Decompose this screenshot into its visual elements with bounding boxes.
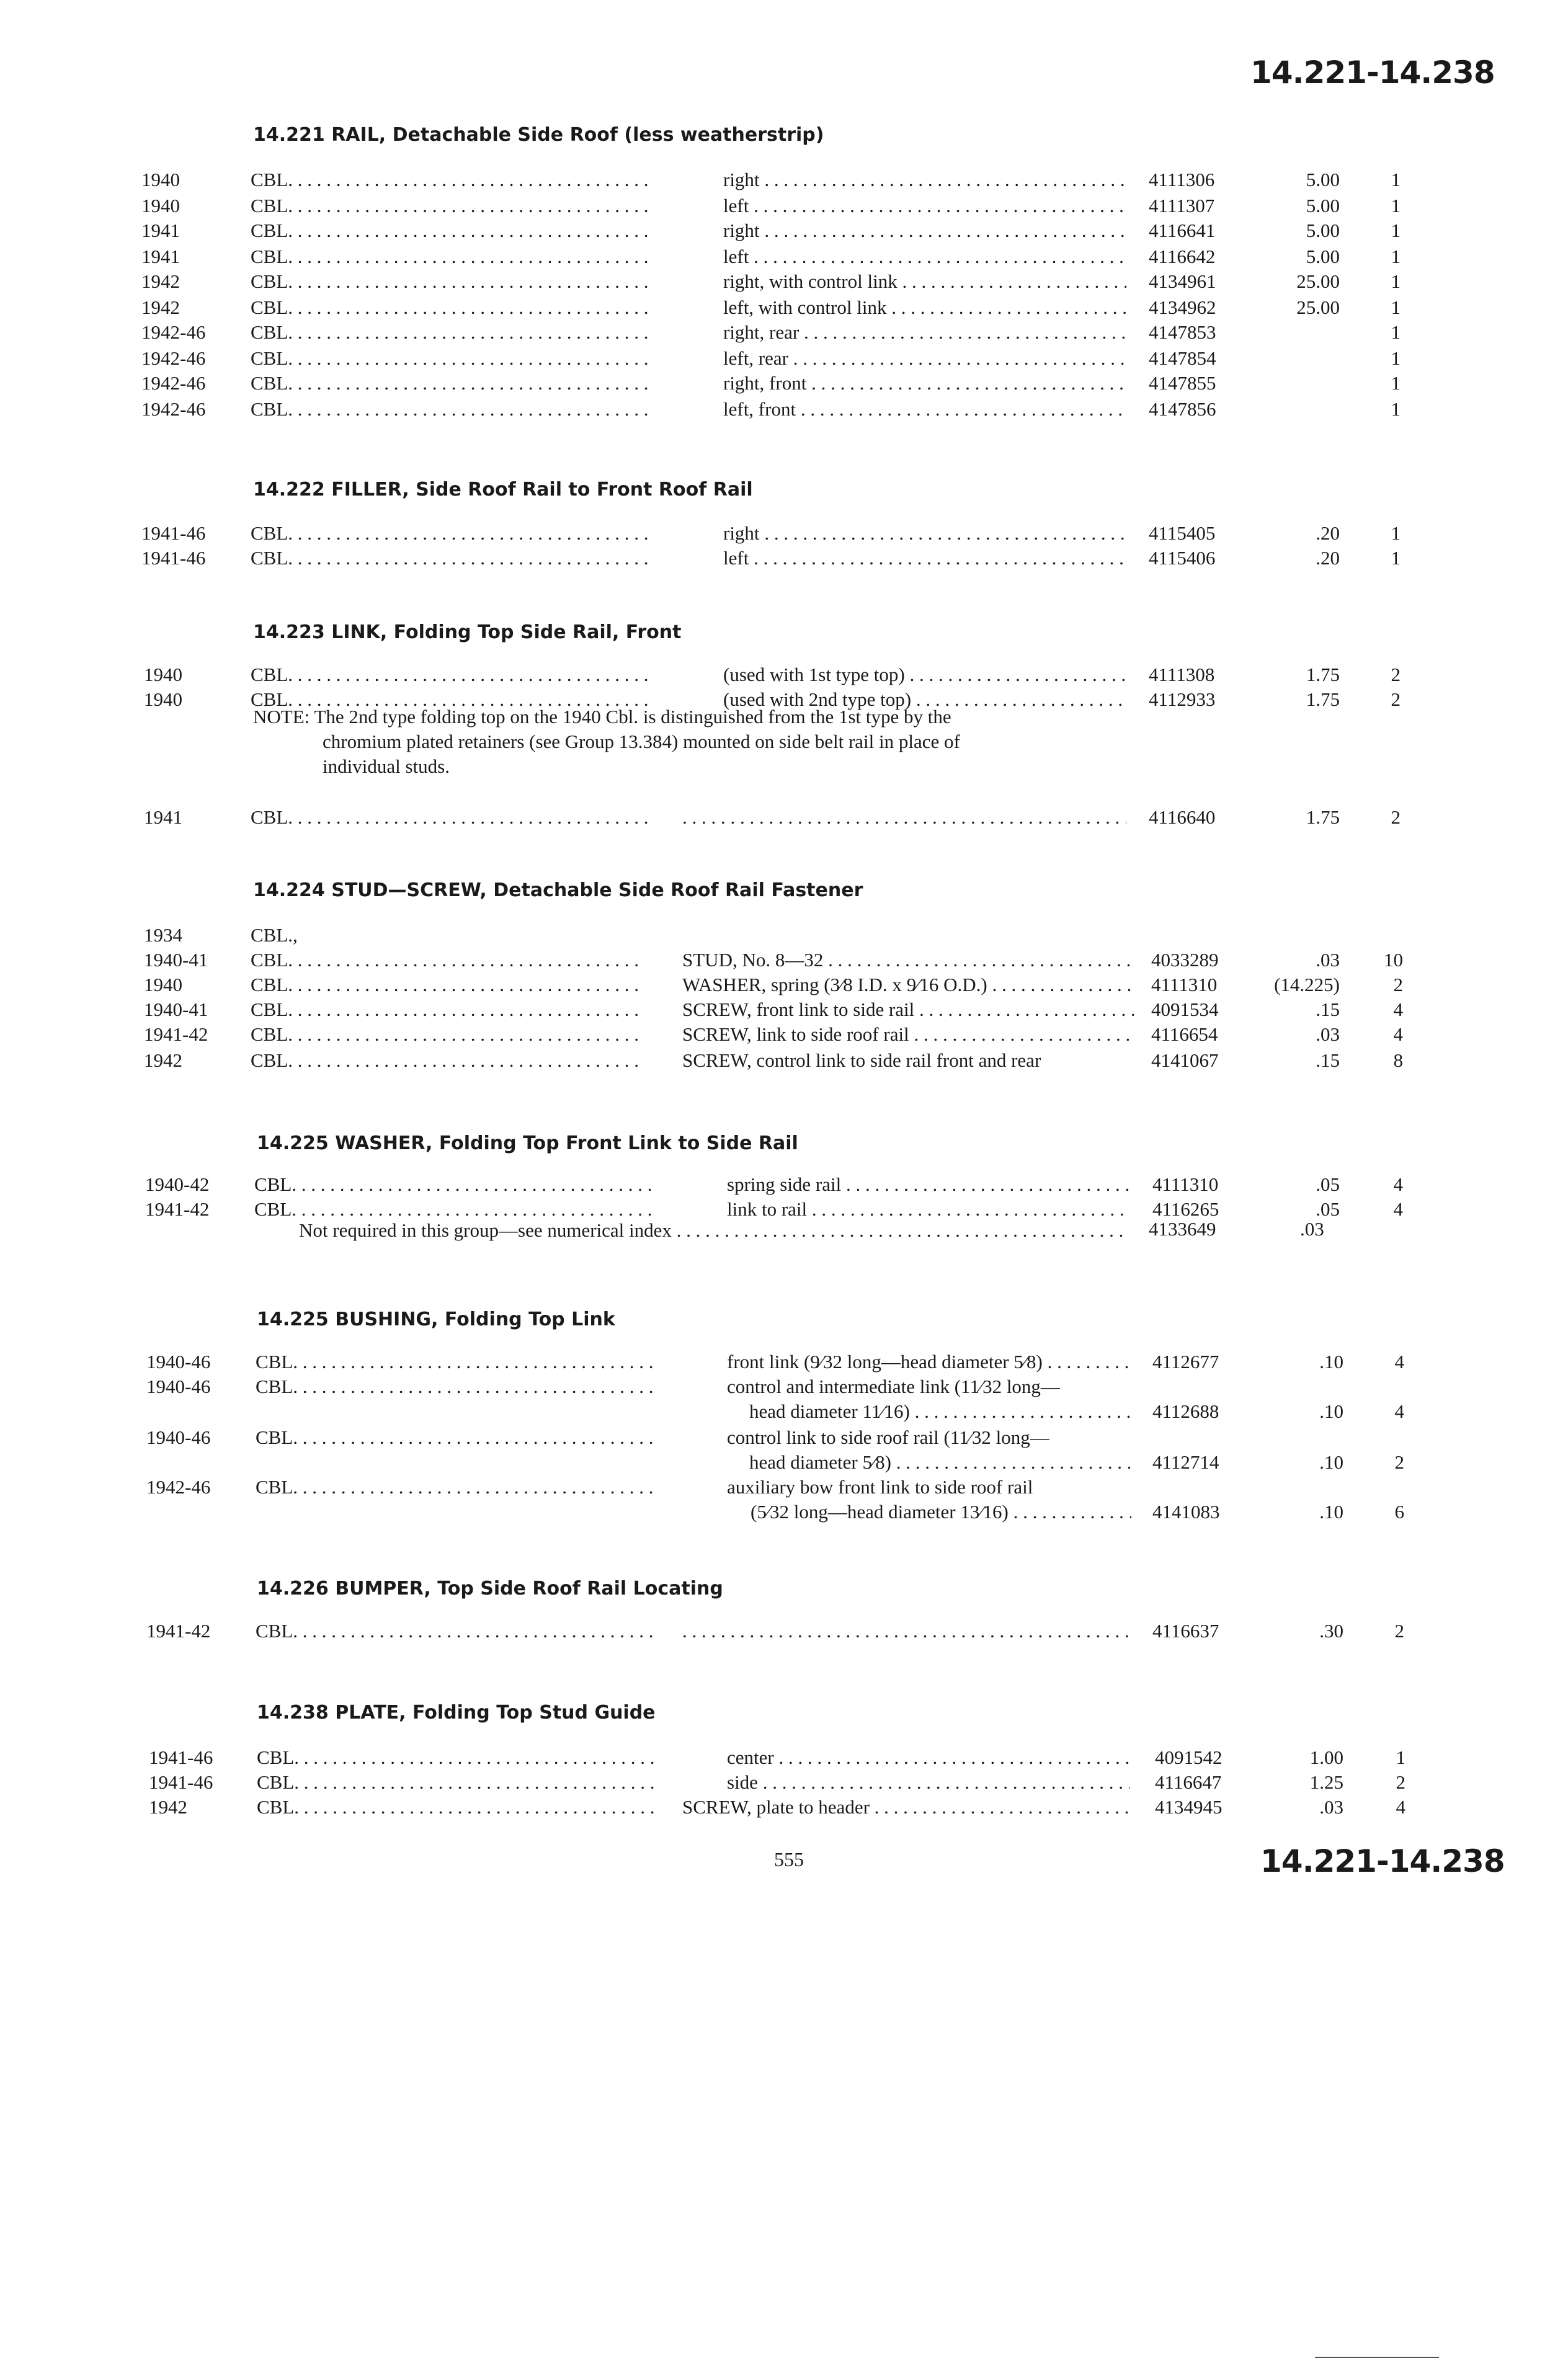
section-title-14-223: 14.223 LINK, Folding Top Side Rail, Front [253,621,682,643]
row-price: 25.00 [1296,270,1340,292]
row-year: 1942-46 [141,372,206,394]
row-description [723,346,1126,371]
row-year: 1942 [141,270,180,292]
row-quantity: 1 [1391,398,1401,420]
row-model [251,295,648,320]
row-model [251,546,648,571]
row-year: 1940-41 [144,949,208,971]
row-year: 1940-46 [146,1426,211,1448]
row-price: 5.00 [1306,220,1340,241]
row-description [682,1022,1134,1047]
row-quantity: 2 [1391,664,1401,685]
row-quantity: 1 [1391,522,1401,544]
row-model [251,805,648,830]
row-year: 1942 [141,296,180,318]
row-description-text: side [727,1771,758,1793]
row-description-text: front link (9⁄32 long—head diameter 5⁄8) [727,1351,1043,1373]
row-quantity: 1 [1391,547,1401,569]
row-quantity: 1 [1391,270,1401,292]
row-price: .10 [1319,1351,1343,1373]
row-description [727,1172,1130,1197]
row-quantity: 1 [1391,169,1401,190]
row-model [251,997,645,1022]
row-price: .05 [1316,1173,1340,1195]
row-price: 1.75 [1306,688,1340,710]
row-model [251,923,645,948]
row-description [723,194,1126,218]
row-description-text: right [723,522,760,544]
row-quantity: 4 [1393,1198,1403,1220]
row-description [682,972,1134,997]
row-description-text: left [723,246,749,267]
row-description [723,371,1126,396]
row-description-text: (used with 2nd type top) [723,688,912,710]
row-description-text: right, front [723,372,807,394]
row-description-continued-text: (5⁄32 long—head diameter 13⁄16) [751,1501,1009,1523]
row-model [256,1475,653,1500]
row-description: auxiliary bow front link to side roof rail [727,1476,1033,1498]
row-model-text: CBL. [251,688,293,710]
row-model-text: CBL., [251,924,298,946]
row-description-continued-text: head diameter 11⁄16) [749,1400,910,1422]
row-model-text: CBL. [251,806,293,828]
row-model-text: CBL. [251,347,293,369]
row-description-text: left, with control link [723,296,887,318]
row-part-number: 4112714 [1152,1451,1219,1473]
row-description [723,521,1126,546]
row-description-text: link to rail [727,1198,808,1220]
row-price: .20 [1316,547,1340,569]
row-description-text: left, rear [723,347,788,369]
row-description [723,397,1126,422]
row-part-number: 4111306 [1149,169,1215,190]
row-description-text: STUD, No. 8—32 [682,949,824,971]
row-description [682,1795,1130,1820]
row-part-number: 4111310 [1152,1173,1219,1195]
row-year: 1940 [144,664,182,685]
row-part-number: 4112677 [1152,1351,1219,1373]
row-part-number: 4134962 [1149,296,1216,318]
row-part-number: 4134945 [1155,1796,1223,1818]
row-part-number: 4134961 [1149,270,1216,292]
row-price: .05 [1316,1198,1340,1220]
row-model [257,1795,654,1820]
row-part-number: 4111308 [1149,664,1215,685]
row-price: 1.75 [1306,806,1340,828]
row-description-text: spring side rail [727,1173,842,1195]
row-quantity: 2 [1394,1620,1404,1642]
row-price: 1.00 [1309,1746,1343,1768]
row-description-continued-text: head diameter 5⁄8) [749,1451,891,1473]
row-model-text: CBL. [257,1771,300,1793]
row-quantity: 1 [1391,321,1401,343]
row-year: 1940 [141,169,180,190]
section-title-14-224: 14.224 STUD—SCREW, Detachable Side Roof Rail Fastener [253,879,863,901]
row-description [723,167,1126,192]
row-quantity: 8 [1393,1049,1403,1071]
row-quantity: 6 [1394,1501,1404,1523]
row-quantity: 2 [1394,1451,1404,1473]
row-part-number: 4111310 [1151,974,1218,995]
row-price: .03 [1316,1023,1340,1045]
row-part-number: 4091534 [1151,999,1219,1020]
row-model [256,1374,653,1399]
row-part-number: 4116641 [1149,220,1216,241]
row-part-number: 4147854 [1149,347,1216,369]
row-year: 1940-46 [146,1376,211,1397]
row-quantity: 2 [1393,974,1403,995]
row-quantity: 1 [1391,347,1401,369]
row-year: 1942-46 [141,347,206,369]
row-part-number: 4116637 [1152,1620,1219,1642]
note-line-1: NOTE: The 2nd type folding top on the 1940 Cbl. is distinguished from the 1st type by the [253,706,951,727]
row-part-number: 4111307 [1149,195,1215,216]
row-model-text: CBL. [251,949,293,971]
row-description-text: right [723,169,760,190]
row-year: 1941-46 [141,547,206,569]
row-quantity: 1 [1391,372,1401,394]
row-quantity: 4 [1394,1351,1404,1373]
row-model [257,1770,654,1795]
row-model [251,167,648,192]
row-description [727,1745,1130,1770]
row-model-text: CBL. [251,220,293,241]
row-description [727,1350,1130,1374]
row-quantity: 10 [1384,949,1403,971]
row-model [251,662,648,687]
row-description [723,662,1126,687]
row-part-number: 4116647 [1155,1771,1222,1793]
row-model-text: CBL. [256,1376,298,1397]
not-required-note: Not required in this group—see numerical index . . . [299,1218,1124,1243]
note-line-3: individual studs. [323,755,450,777]
row-description-text: SCREW, control link to side rail front and rear [682,1049,1041,1071]
row-price: .30 [1319,1620,1343,1642]
row-price: 1.25 [1309,1771,1343,1793]
row-description-text: center [727,1746,774,1768]
row-model-text: CBL. [251,321,293,343]
row-model [251,1022,645,1047]
row-part-number: 4147856 [1149,398,1216,420]
row-model [251,269,648,294]
row-quantity: 4 [1396,1796,1405,1818]
row-year: 1942-46 [146,1476,211,1498]
row-model [251,397,648,422]
row-description [723,295,1126,320]
page-number: 555 [774,1848,804,1871]
row-year: 1941 [144,806,182,828]
row-year: 1941 [141,220,180,241]
row-quantity: 2 [1396,1771,1405,1793]
row-part-number: 4116640 [1149,806,1216,828]
row-model-text: CBL. [251,195,293,216]
section-title-14-238: 14.238 PLATE, Folding Top Stud Guide [257,1702,656,1724]
row-model [251,371,648,396]
row-description [723,269,1126,294]
row-part-number: 4147855 [1149,372,1216,394]
row-description-text: SCREW, front link to side rail [682,999,915,1020]
section-title-14-225-washer: 14.225 WASHER, Folding Top Front Link to Side Rail [257,1132,798,1154]
row-price: 1.75 [1306,664,1340,685]
row-description-text: right, rear [723,321,800,343]
row-model-text: CBL. [251,522,293,544]
row-part-number: 4116265 [1152,1198,1219,1220]
row-year: 1941-42 [145,1198,210,1220]
row-price: 5.00 [1306,246,1340,267]
row-model [251,521,648,546]
row-year: 1942 [144,1049,182,1071]
row-model-text: CBL. [256,1426,298,1448]
row-quantity: 4 [1393,1173,1403,1195]
row-year: 1942-46 [141,321,206,343]
row-model-text: CBL. [251,664,293,685]
row-model-text: CBL. [254,1198,297,1220]
row-model [251,218,648,243]
row-description [723,546,1126,571]
row-description-text: WASHER, spring (3⁄8 I.D. x 9⁄16 O.D.) [682,974,987,995]
row-model [251,244,648,269]
section-title-14-222: 14.222 FILLER, Side Roof Rail to Front Roof Rail [253,479,753,501]
row-year: 1940-46 [146,1351,211,1373]
row-year: 1940-42 [145,1173,210,1195]
section-title-14-221: 14.221 RAIL, Detachable Side Roof (less weatherstrip) [253,124,824,146]
row-model-text: CBL. [251,974,293,995]
row-description-text: left [723,547,749,569]
row-model-text: CBL. [256,1476,298,1498]
row-year: 1941-42 [146,1620,211,1642]
row-model [256,1350,653,1374]
row-description [723,218,1126,243]
row-part-number: 4033289 [1151,949,1219,971]
row-year: 1940 [144,688,182,710]
row-model [256,1619,653,1644]
row-quantity: 4 [1394,1400,1404,1422]
row-quantity: 1 [1391,195,1401,216]
row-quantity: 4 [1393,999,1403,1020]
section-title-14-226: 14.226 BUMPER, Top Side Roof Rail Locating [257,1578,723,1599]
row-price: .03 [1316,949,1340,971]
row-model-text: CBL. [257,1746,300,1768]
row-model-text: CBL. [251,547,293,569]
row-part-number: 4112688 [1152,1400,1219,1422]
row-description [682,1048,1134,1073]
row-model-text: CBL. [257,1796,300,1818]
row-part-number: 4141083 [1152,1501,1220,1523]
row-description-continued [751,1500,1131,1524]
row-model-text: CBL. [256,1620,298,1642]
row-model [251,346,648,371]
row-year: 1942-46 [141,398,206,420]
row-quantity: 2 [1391,806,1401,828]
row-price: 25.00 [1296,296,1340,318]
row-model-text: CBL. [254,1173,297,1195]
row-description [727,1770,1130,1795]
row-year: 1940 [144,974,182,995]
note-line-2: chromium plated retainers (see Group 13.384) mounted on side belt rail in place of [323,731,960,752]
row-model [251,194,648,218]
row-part-number: 4091542 [1155,1746,1223,1768]
row-year: 1941-46 [149,1746,213,1768]
row-quantity: 1 [1391,220,1401,241]
row-model [251,948,645,972]
row-model-text: CBL. [251,372,293,394]
row-price: .10 [1319,1400,1343,1422]
section-title-14-225-bushing: 14.225 BUSHING, Folding Top Link [257,1309,615,1330]
row-part-number: 4115406 [1149,547,1216,569]
page-range-footer: 14.221-14.238 [1260,1843,1505,1879]
page-range-header: 14.221-14.238 [1250,55,1495,91]
row-year: 1940 [141,195,180,216]
row-quantity: 1 [1391,296,1401,318]
row-quantity: 4 [1393,1023,1403,1045]
row-description-continued [749,1450,1130,1475]
row-model-text: CBL. [251,999,293,1020]
row-model-text: CBL. [251,169,293,190]
row-year: 1940-41 [144,999,208,1020]
row-model-text: CBL. [251,1049,293,1071]
row-part-number: 4147853 [1149,321,1216,343]
row-description [682,997,1134,1022]
row-model-text: CBL. [251,270,293,292]
row-description [682,1619,1129,1644]
not-required-part: 4133649 [1149,1218,1216,1240]
row-description-text: left [723,195,749,216]
row-description-continued [749,1399,1130,1424]
row-model-text: CBL. [256,1351,298,1373]
row-quantity: 1 [1396,1746,1405,1768]
row-price: .15 [1316,1049,1340,1071]
row-model-text: CBL. [251,246,293,267]
row-price: .15 [1316,999,1340,1020]
row-part-number: 4116654 [1151,1023,1218,1045]
row-description [682,805,1126,830]
row-model [254,1172,651,1197]
row-year: 1942 [149,1796,187,1818]
row-description [682,948,1134,972]
row-price: (14.225) [1274,974,1340,995]
row-description-text: right [723,220,760,241]
row-description [723,244,1126,269]
row-model-text: CBL. [251,296,293,318]
row-description-text: (used with 1st type top) [723,664,905,685]
not-required-price: .03 [1300,1218,1324,1240]
row-year: 1941-46 [141,522,206,544]
row-part-number: 4115405 [1149,522,1216,544]
row-part-number: 4116642 [1149,246,1216,267]
row-model-text: CBL. [251,1023,293,1045]
row-model-text: CBL. [251,398,293,420]
row-description-text: SCREW, plate to header [682,1796,870,1818]
row-part-number: 4112933 [1149,688,1216,710]
row-model [257,1745,654,1770]
row-price: .10 [1319,1501,1343,1523]
row-quantity: 1 [1391,246,1401,267]
row-year: 1941 [141,246,180,267]
row-model [251,972,645,997]
row-model [251,1048,645,1073]
row-description: control link to side roof rail (11⁄32 long— [727,1426,1049,1448]
row-year: 1941-46 [149,1771,213,1793]
row-description: control and intermediate link (11⁄32 long— [727,1376,1060,1397]
row-year: 1941-42 [144,1023,208,1045]
row-quantity: 2 [1391,688,1401,710]
row-price: .20 [1316,522,1340,544]
row-price: .03 [1319,1796,1343,1818]
row-description-text: right, with control link [723,270,898,292]
row-price: 5.00 [1306,195,1340,216]
row-model [251,320,648,345]
row-model [256,1425,653,1450]
row-description-text: left, front [723,398,796,420]
row-description [723,320,1126,345]
row-price: .10 [1319,1451,1343,1473]
row-description-text: SCREW, link to side roof rail [682,1023,909,1045]
row-part-number: 4141067 [1151,1049,1219,1071]
row-price: 5.00 [1306,169,1340,190]
row-year: 1934 [144,924,182,946]
